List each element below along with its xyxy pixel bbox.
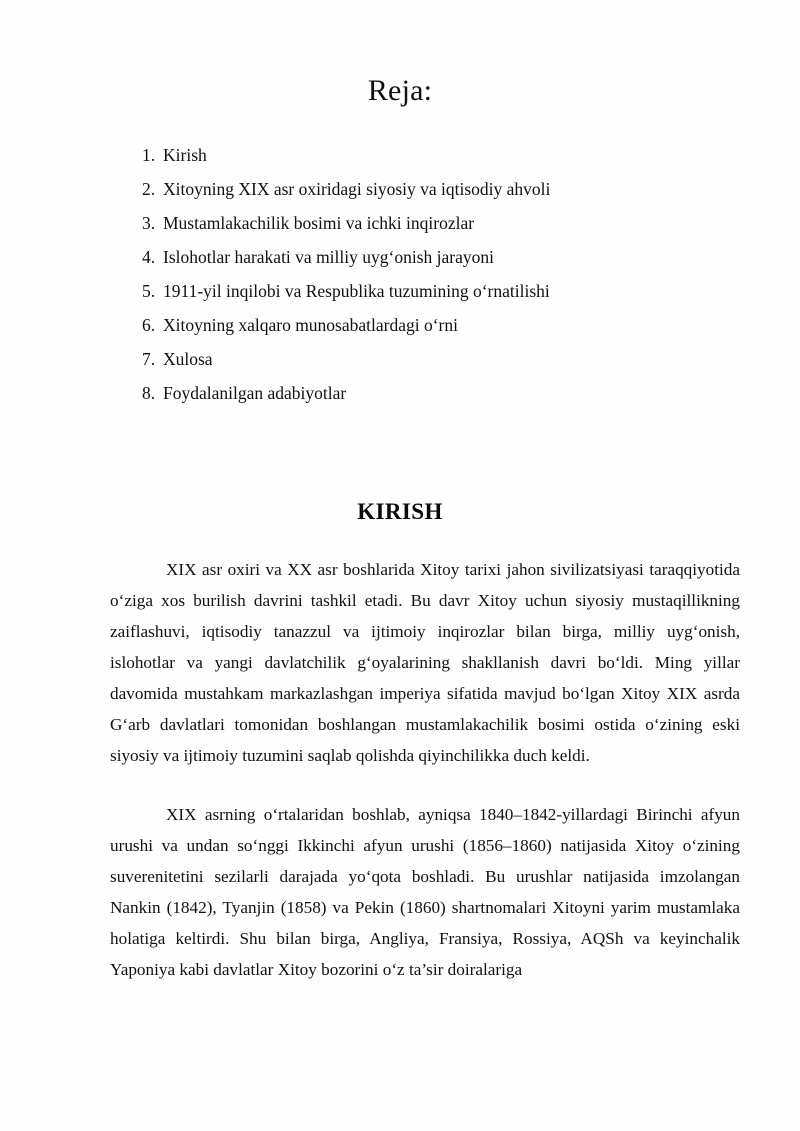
page-title: Reja: [367, 74, 433, 107]
list-item-label: Kirish [163, 145, 207, 165]
list-item-label: 1911-yil inqilobi va Respublika tuzumining o‘rnatilishi [163, 281, 550, 301]
list-item-number: 8. [142, 383, 156, 403]
list-item [142, 315, 800, 349]
list-item-number: 4. [142, 247, 156, 267]
list-item [142, 349, 800, 383]
list-item [142, 281, 800, 315]
plan-list [0, 107, 800, 417]
list-item-number: 5. [142, 281, 156, 301]
list-item-number: 2. [142, 179, 156, 199]
list-item-number: 6. [142, 315, 156, 335]
list-item [142, 179, 800, 213]
section-heading: KIRISH [357, 499, 443, 524]
list-item-label: Islohotlar harakati va milliy uyg‘onish jarayoni [163, 247, 494, 267]
list-item-number: 3. [142, 213, 156, 233]
list-item-number: 1. [142, 145, 156, 165]
list-item-label: Xulosa [163, 349, 213, 369]
list-item-number: 7. [142, 349, 156, 369]
list-item [142, 247, 800, 281]
list-item-label: Xitoyning xalqaro munosabatlardagi o‘rni [163, 315, 458, 335]
list-item-label: Foydalanilgan adabiyotlar [163, 383, 347, 403]
paragraph: XIX asrning o‘rtalaridan boshlab, ayniqsa 1840–1842-yillardagi Birinchi afyun urushi va undan so‘nggi Ikkinchi afyun urushi (1856–1860) natijasida Xitoy o‘zining suverenitetini sezilarli darajada yo‘qota boshladi. Bu urushlar natijasida imzolangan Nankin (1842), Tyanjin (1858) va Pekin (1860) shartnomalari Xitoyni yarim mustamlaka holatiga keltirdi. Shu bilan birga, Angliya, Fransiya, Rossiya, AQSh va keyinchalik Yaponiya kabi davlatlar Xitoy bozorini o‘z ta’sir doiralariga [110, 805, 740, 979]
paragraph: XIX asr oxiri va XX asr boshlarida Xitoy tarixi jahon sivilizatsiyasi taraqqiyotida o‘ziga xos burilish davrini tashkil etadi. Bu davr Xitoy uchun siyosiy mustaqillikning zaiflashuvi, iqtisodiy tanazzul va ijtimoiy inqirozlar bilan birga, milliy uyg‘onish, islohotlar va yangi davlatchilik g‘oyalarining shakllanish davri bo‘ldi. Ming yillar davomida mustahkam markazlashgan imperiya sifatida mavjud bo‘lgan Xitoy XIX asrda G‘arb davlatlari tomonidan boshlangan mustamlakachilik bosimi ostida o‘zining eski siyosiy va ijtimoiy tuzumini saqlab qolishda qiyinchilikka duch keldi. [110, 560, 740, 765]
list-item [142, 213, 800, 247]
list-item-label: Xitoyning XIX asr oxiridagi siyosiy va iqtisodiy ahvoli [163, 179, 551, 199]
body-copy [0, 525, 800, 985]
list-item [142, 383, 800, 417]
list-item [142, 145, 800, 179]
list-item-label: Mustamlakachilik bosimi va ichki inqirozlar [163, 213, 475, 233]
